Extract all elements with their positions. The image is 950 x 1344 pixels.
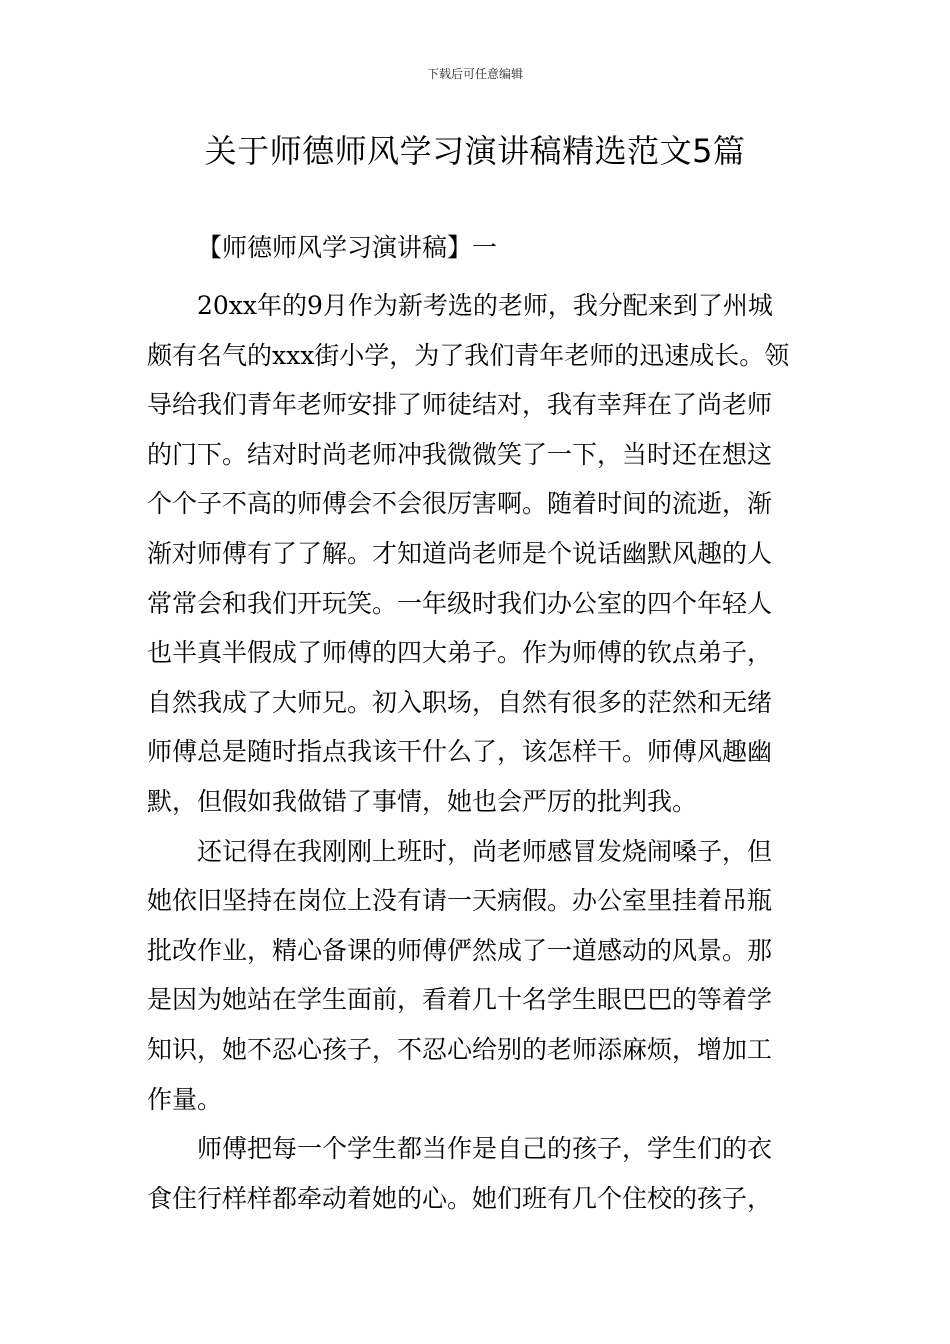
header-note: 下载后可任意编辑 [426, 67, 523, 81]
text-line: 默，但假如我做错了事情，她也会严厉的批判我。 [147, 786, 698, 816]
text-line: 师傅把每一个学生都当作是自己的孩子，学生们的衣 [197, 1134, 773, 1164]
text-line: 20xx年的9月作为新考选的老师，我分配来到了州城 [197, 291, 773, 320]
text-line: 师傅总是随时指点我该干什么了，该怎样干。师傅风趣幽 [147, 737, 773, 767]
document-body [147, 281, 807, 1223]
text-line: 的门下。结对时尚老师冲我微微笑了一下，当时还在想这 [147, 439, 773, 469]
text-line: 还记得在我刚刚上班时，尚老师感冒发烧闹嗓子，但 [197, 836, 773, 866]
paragraph-3 [147, 1124, 807, 1223]
text-line: 批改作业，精心备课的师傅俨然成了一道感动的风景。那 [147, 935, 773, 965]
text-line: 知识，她不忍心孩子，不忍心给别的老师添麻烦，增加工 [147, 1034, 773, 1064]
text-line: 个个子不高的师傅会不会很厉害啊。随着时间的流逝，渐 [147, 489, 773, 519]
text-line: 她依旧坚持在岗位上没有请一天病假。办公室里挂着吊瓶 [147, 886, 773, 916]
section-heading: 【师德师风学习演讲稿】一 [197, 233, 498, 262]
document-title: 关于师德师风学习演讲稿精选范文5篇 [204, 132, 746, 170]
text-line: 食住行样样都牵动着她的心。她们班有几个住校的孩子， [147, 1183, 773, 1213]
text-line: 颇有名气的xxx街小学，为了我们青年老师的迅速成长。领 [147, 340, 790, 370]
text-line: 渐对师傅有了了解。才知道尚老师是个说话幽默风趣的人 [147, 538, 773, 568]
text-line: 导给我们青年老师安排了师徒结对，我有幸拜在了尚老师 [147, 390, 773, 420]
paragraph-2 [147, 827, 807, 1125]
text-line: 作量。 [147, 1084, 223, 1114]
paragraph-1 [147, 281, 807, 827]
text-line: 也半真半假成了师傅的四大弟子。作为师傅的钦点弟子， [147, 638, 773, 668]
text-line: 自然我成了大师兄。初入职场，自然有很多的茫然和无绪 [147, 687, 773, 717]
text-line: 常常会和我们开玩笑。一年级时我们办公室的四个年轻人 [147, 588, 773, 618]
text-line: 是因为她站在学生面前，看着几十名学生眼巴巴的等着学 [147, 985, 773, 1015]
